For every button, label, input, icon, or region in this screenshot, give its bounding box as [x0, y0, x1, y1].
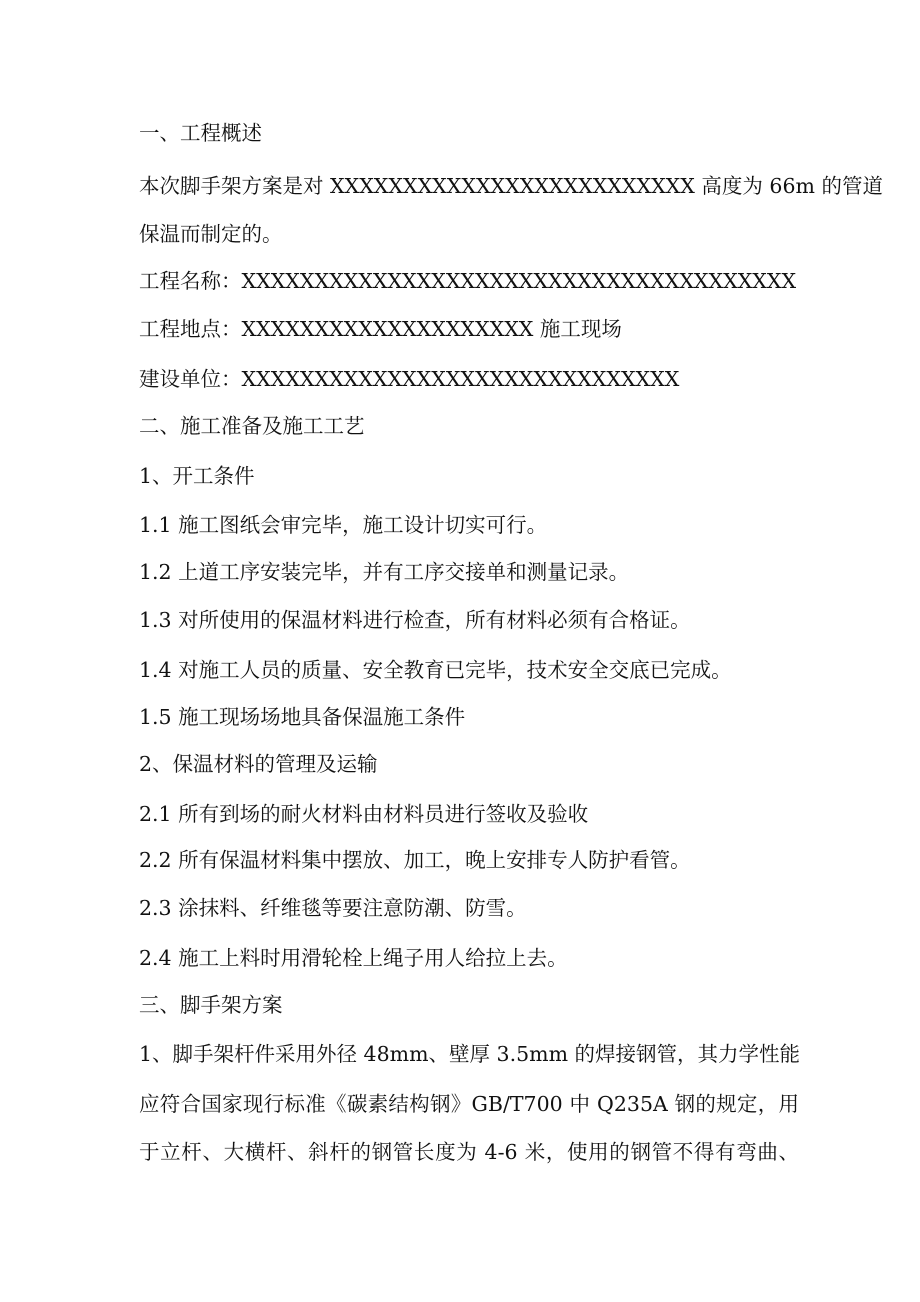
paragraph-line: 本次脚手架方案是对 XXXXXXXXXXXXXXXXXXXXXXXXX 高度为 66m 的管道 [139, 174, 883, 198]
paragraph-line: 1、脚手架杆件采用外径 48mm、壁厚 3.5mm 的焊接钢管，其力学性能 [139, 1042, 801, 1066]
list-item: 1.2 上道工序安装完毕，并有工序交接单和测量记录。 [139, 560, 630, 584]
project-name-line: 工程名称：XXXXXXXXXXXXXXXXXXXXXXXXXXXXXXXXXXXXXX [139, 269, 797, 293]
list-item: 1.4 对施工人员的质量、安全教育已完毕，技术安全交底已完成。 [139, 658, 732, 682]
list-item: 2.4 施工上料时用滑轮栓上绳子用人给拉上去。 [139, 946, 568, 970]
list-item: 1.3 对所使用的保温材料进行检查，所有材料必须有合格证。 [139, 608, 691, 632]
section-heading-overview: 一、工程概述 [139, 121, 262, 145]
section-heading-preparation: 二、施工准备及施工工艺 [139, 414, 365, 438]
list-item: 1.1 施工图纸会审完毕，施工设计切实可行。 [139, 513, 548, 537]
list-item: 2.1 所有到场的耐火材料由材料员进行签收及验收 [139, 802, 589, 826]
subheading-start-conditions: 1、开工条件 [139, 464, 255, 488]
paragraph-line: 于立杆、大横杆、斜杆的钢管长度为 4-6 米，使用的钢管不得有弯曲、 [139, 1140, 799, 1164]
section-heading-scaffold: 三、脚手架方案 [139, 993, 283, 1017]
project-location-line: 工程地点：XXXXXXXXXXXXXXXXXXXX 施工现场 [139, 317, 622, 341]
construction-unit-line: 建设单位：XXXXXXXXXXXXXXXXXXXXXXXXXXXXXX [139, 367, 680, 391]
paragraph-line: 保温而制定的。 [139, 222, 283, 246]
list-item: 1.5 施工现场场地具备保温施工条件 [139, 705, 466, 729]
subheading-material-management: 2、保温材料的管理及运输 [139, 752, 378, 776]
paragraph-line: 应符合国家现行标准《碳素结构钢》GB/T700 中 Q235A 钢的规定，用 [139, 1092, 799, 1116]
list-item: 2.3 涂抹料、纤维毯等要注意防潮、防雪。 [139, 896, 527, 920]
list-item: 2.2 所有保温材料集中摆放、加工，晚上安排专人防护看管。 [139, 848, 691, 872]
